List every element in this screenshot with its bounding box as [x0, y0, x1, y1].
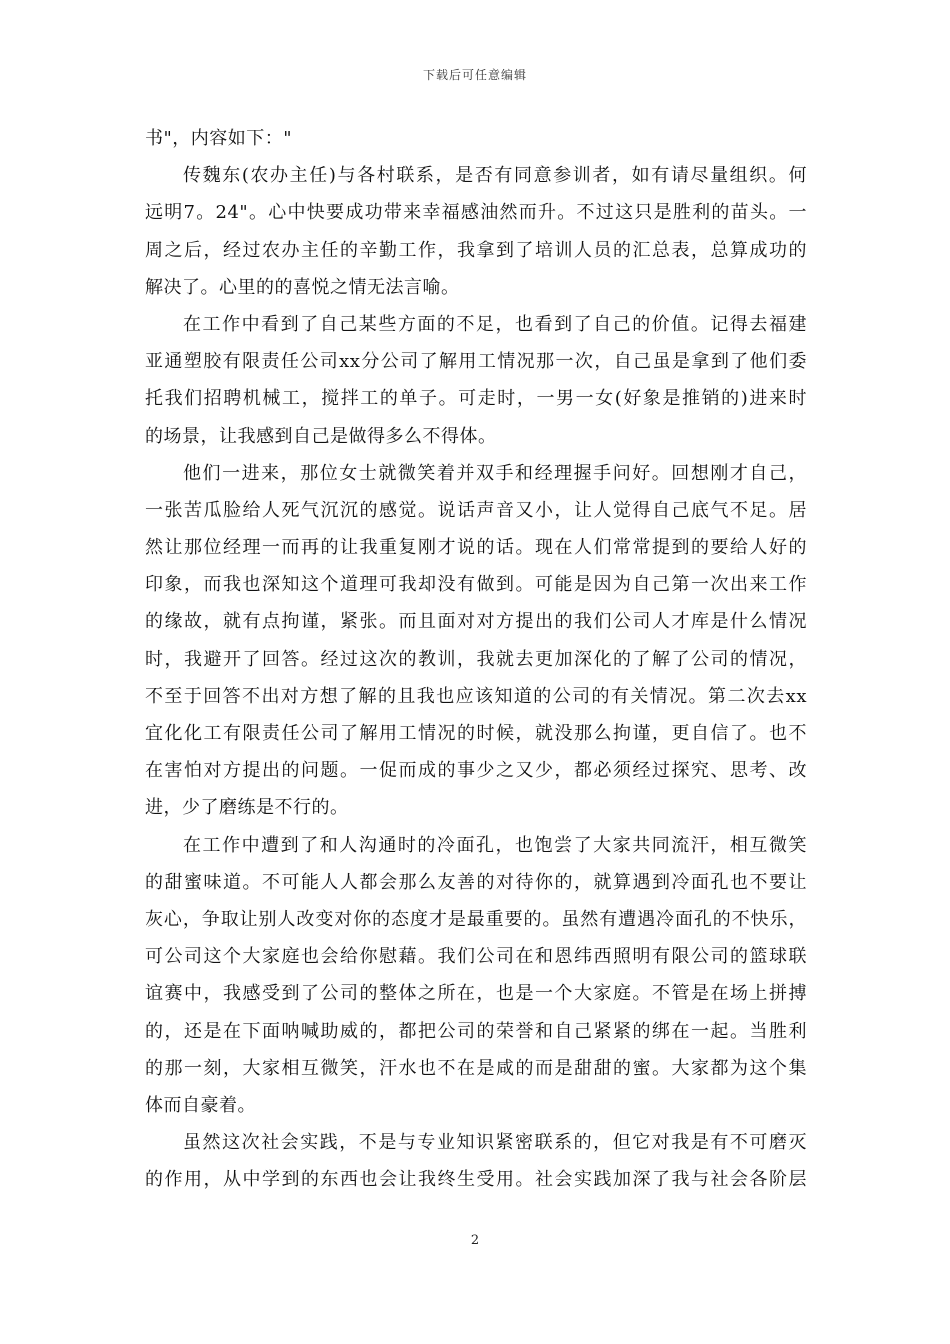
text-line: 的缘故，就有点拘谨，紧张。而且面对对方提出的我们公司人才库是什么情况 — [145, 611, 807, 633]
text-line: 传魏东(农办主任)与各村联系，是否有同意参训者，如有请尽量组织。何 — [183, 165, 807, 187]
header-note: 下载后可任意编辑 — [422, 68, 527, 82]
text-line: 的甜蜜味道。不可能人人都会那么友善的对待你的，就算遇到冷面孔也不要让 — [145, 871, 807, 893]
text-line: 虽然这次社会实践，不是与专业知识紧密联系的，但它对我是有不可磨灭 — [183, 1132, 807, 1154]
text-line: 不至于回答不出对方想了解的且我也应该知道的公司的有关情况。第二次去xx — [145, 685, 807, 707]
text-line: 然让那位经理一而再的让我重复刚才说的话。现在人们常常提到的要给人好的 — [145, 537, 807, 559]
text-line: 谊赛中，我感受到了公司的整体之所在，也是一个大家庭。不管是在场上拼搏 — [145, 983, 807, 1005]
text-line: 亚通塑胶有限责任公司xx分公司了解用工情况那一次，自己虽是拿到了他们委 — [145, 351, 807, 373]
text-line: 进，少了磨练是不行的。 — [145, 797, 349, 819]
text-line: 的，还是在下面呐喊助威的，都把公司的荣誉和自己紧紧的绑在一起。当胜利 — [145, 1020, 807, 1042]
text-line: 远明7。24"。心中快要成功带来幸福感油然而升。不过这只是胜利的苗头。一 — [145, 202, 807, 224]
text-line: 在工作中遭到了和人沟通时的冷面孔，也饱尝了大家共同流汗，相互微笑 — [183, 834, 807, 856]
page-number: 2 — [470, 1233, 480, 1248]
text-line: 的场景，让我感到自己是做得多么不得体。 — [145, 425, 497, 447]
text-line: 灰心，争取让别人改变对你的态度才是最重要的。虽然有遭遇冷面孔的不快乐， — [145, 908, 807, 930]
text-line: 他们一进来，那位女士就微笑着并双手和经理握手问好。回想刚才自己， — [183, 462, 807, 484]
document-body — [145, 120, 807, 1198]
text-line: 周之后，经过农办主任的辛勤工作，我拿到了培训人员的汇总表，总算成功的 — [145, 239, 807, 261]
text-line: 一张苦瓜脸给人死气沉沉的感觉。说话声音又小，让人觉得自己底气不足。居 — [145, 499, 807, 521]
text-line: 印象，而我也深知这个道理可我却没有做到。可能是因为自己第一次出来工作 — [145, 574, 807, 596]
text-line: 体而自豪着。 — [145, 1094, 256, 1116]
text-line: 在工作中看到了自己某些方面的不足，也看到了自己的价值。记得去福建 — [183, 313, 807, 335]
text-line: 解决了。心里的的喜悦之情无法言喻。 — [145, 276, 460, 298]
text-line: 时，我避开了回答。经过这次的教训，我就去更加深化的了解了公司的情况， — [145, 648, 807, 670]
text-line: 的作用，从中学到的东西也会让我终生受用。社会实践加深了我与社会各阶层 — [145, 1169, 807, 1191]
text-line: 的那一刻，大家相互微笑，汗水也不在是咸的而是甜甜的蜜。大家都为这个集 — [145, 1057, 807, 1079]
text-line: 可公司这个大家庭也会给你慰藉。我们公司在和恩纬西照明有限公司的篮球联 — [145, 946, 807, 968]
text-line: 书"，内容如下：" — [145, 128, 293, 149]
text-line: 宜化化工有限责任公司了解用工情况的时候，就没那么拘谨，更自信了。也不 — [145, 723, 807, 744]
text-line: 托我们招聘机械工，搅拌工的单子。可走时，一男一女(好象是推销的)进来时 — [145, 388, 807, 410]
text-line: 在害怕对方提出的问题。一促而成的事少之又少，都必须经过探究、思考、改 — [145, 760, 807, 782]
